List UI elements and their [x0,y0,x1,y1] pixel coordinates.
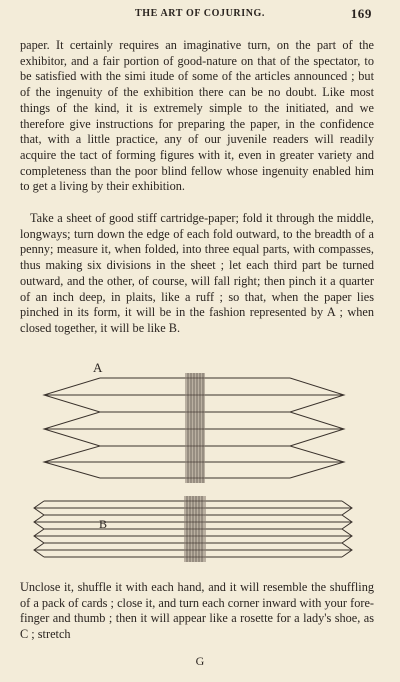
running-title: THE ART OF COJURING. [135,8,265,19]
figure-b-pinched-plaits [184,496,206,562]
figure-a-right-zigzag [290,378,344,478]
paragraph-3: Unclose it, shuffle it with each hand, and it will resemble the shuffling of a pack of cards ; close it, and turn each corner inward with your fore-finger and thumb ; then it will appear like a rosette for a lady's shoe, as C ; stretch [20,580,374,642]
figure-a-left-zigzag [44,378,100,478]
running-head [28,8,372,24]
page-number: 169 [350,6,372,21]
folded-paper-figure [0,356,400,576]
figure-a-label: A [93,360,103,375]
paragraph-1: paper. It certainly requires an imaginative turn, on the part of the exhibitor, and a fair portion of good-nature on that of the spectator, to be satisfied with the simi itude of some of the articles announced ; but of the ingenuity of the exhibition there can be no doubt. Like most things of the kind, it is extremely simple to the initiated, and we therefore give instructions for preparing the paper, in the confidence that, with a little practice, any of our juvenile readers will readily acquire the tact of forming figures with it, even in greater variety and completeness than the poor blind fellow whose ingenuity enabled him to get a living by their exhibition. [20,38,374,194]
figure-b-label: B [99,517,108,531]
signature-mark: G [195,654,205,668]
paragraph-2: Take a sheet of good stiff cartridge-paper; fold it through the middle, longways; turn down the edge of each fold outward, to the breadth of a penny; measure it, when folded, into three equal parts, with compasses, thus making six divisions in the sheet ; let each third part be turned outward, and the other, of course, will fall right; then pinch it a quarter of an inch deep, in plaits, like a ruff ; so that, when the paper lies pinched in its form, it will be in the fashion represented by A ; when closed together, it will be like B. [20,211,374,335]
folded-paper-illustration [0,356,400,576]
